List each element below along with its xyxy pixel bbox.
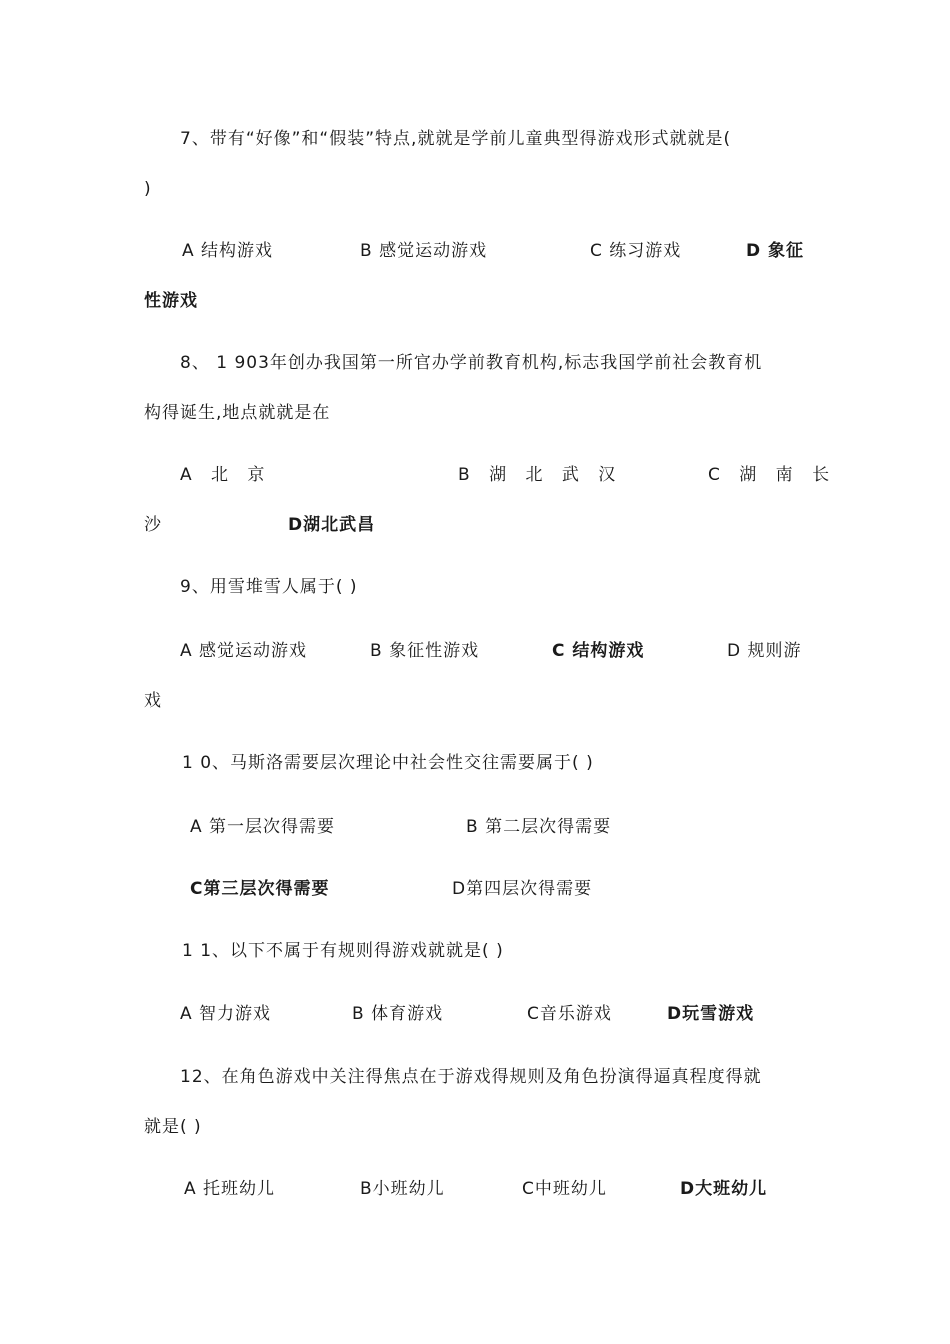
question-12-option-a: A 托班幼儿 [184,1179,276,1199]
question-10-stem: 1 0、马斯洛需要层次理论中社会性交往需要属于( ) [182,753,594,773]
question-7-option-d: D 象征 [746,241,805,261]
question-8-option-b: B 湖 北 武 汉 [458,465,623,485]
question-7-option-d-cont: 性游戏 [144,291,198,311]
question-10-option-d: D第四层次得需要 [452,879,593,899]
question-8-option-c: C 湖 南 长 [708,465,837,485]
question-7-option-a: A 结构游戏 [182,241,274,261]
question-9-option-d-cont: 戏 [144,691,162,711]
question-12-stem: 12、在角色游戏中关注得焦点在于游戏得规则及角色扮演得逼真程度得就 [180,1067,762,1087]
question-8-option-d: D湖北武昌 [288,515,376,535]
question-11-option-b: B 体育游戏 [352,1004,444,1024]
question-12-option-b: B小班幼儿 [360,1179,445,1199]
question-8-stem: 8、 1 903年创办我国第一所官办学前教育机构,标志我国学前社会教育机 [180,353,763,373]
question-9-option-a: A 感觉运动游戏 [180,641,308,661]
question-7-stem: 7、带有“好像”和“假装”特点,就就是学前儿童典型得游戏形式就就是( [180,129,732,149]
question-11-stem: 1 1、以下不属于有规则得游戏就就是( ) [182,941,504,961]
question-8-option-c-cont: 沙 [144,515,162,535]
question-9-option-b: B 象征性游戏 [370,641,480,661]
question-12-stem-cont: 就是( ) [144,1117,202,1137]
question-11-option-d: D玩雪游戏 [667,1004,755,1024]
question-7-option-b: B 感觉运动游戏 [360,241,488,261]
question-8-option-a: A 北 京 [180,465,272,485]
question-9-option-d: D 规则游 [727,641,802,661]
question-10-option-b: B 第二层次得需要 [466,817,612,837]
question-12-option-c: C中班幼儿 [522,1179,607,1199]
question-7-stem-cont: ) [144,179,152,199]
question-10-option-c: C第三层次得需要 [190,879,330,899]
question-8-stem-cont: 构得诞生,地点就就是在 [144,403,331,423]
question-9-option-c: C 结构游戏 [552,641,645,661]
question-10-option-a: A 第一层次得需要 [190,817,336,837]
question-12-option-d: D大班幼儿 [680,1179,768,1199]
question-7-option-c: C 练习游戏 [590,241,682,261]
question-9-stem: 9、用雪堆雪人属于( ) [180,577,358,597]
question-11-option-a: A 智力游戏 [180,1004,272,1024]
question-11-option-c: C音乐游戏 [527,1004,612,1024]
